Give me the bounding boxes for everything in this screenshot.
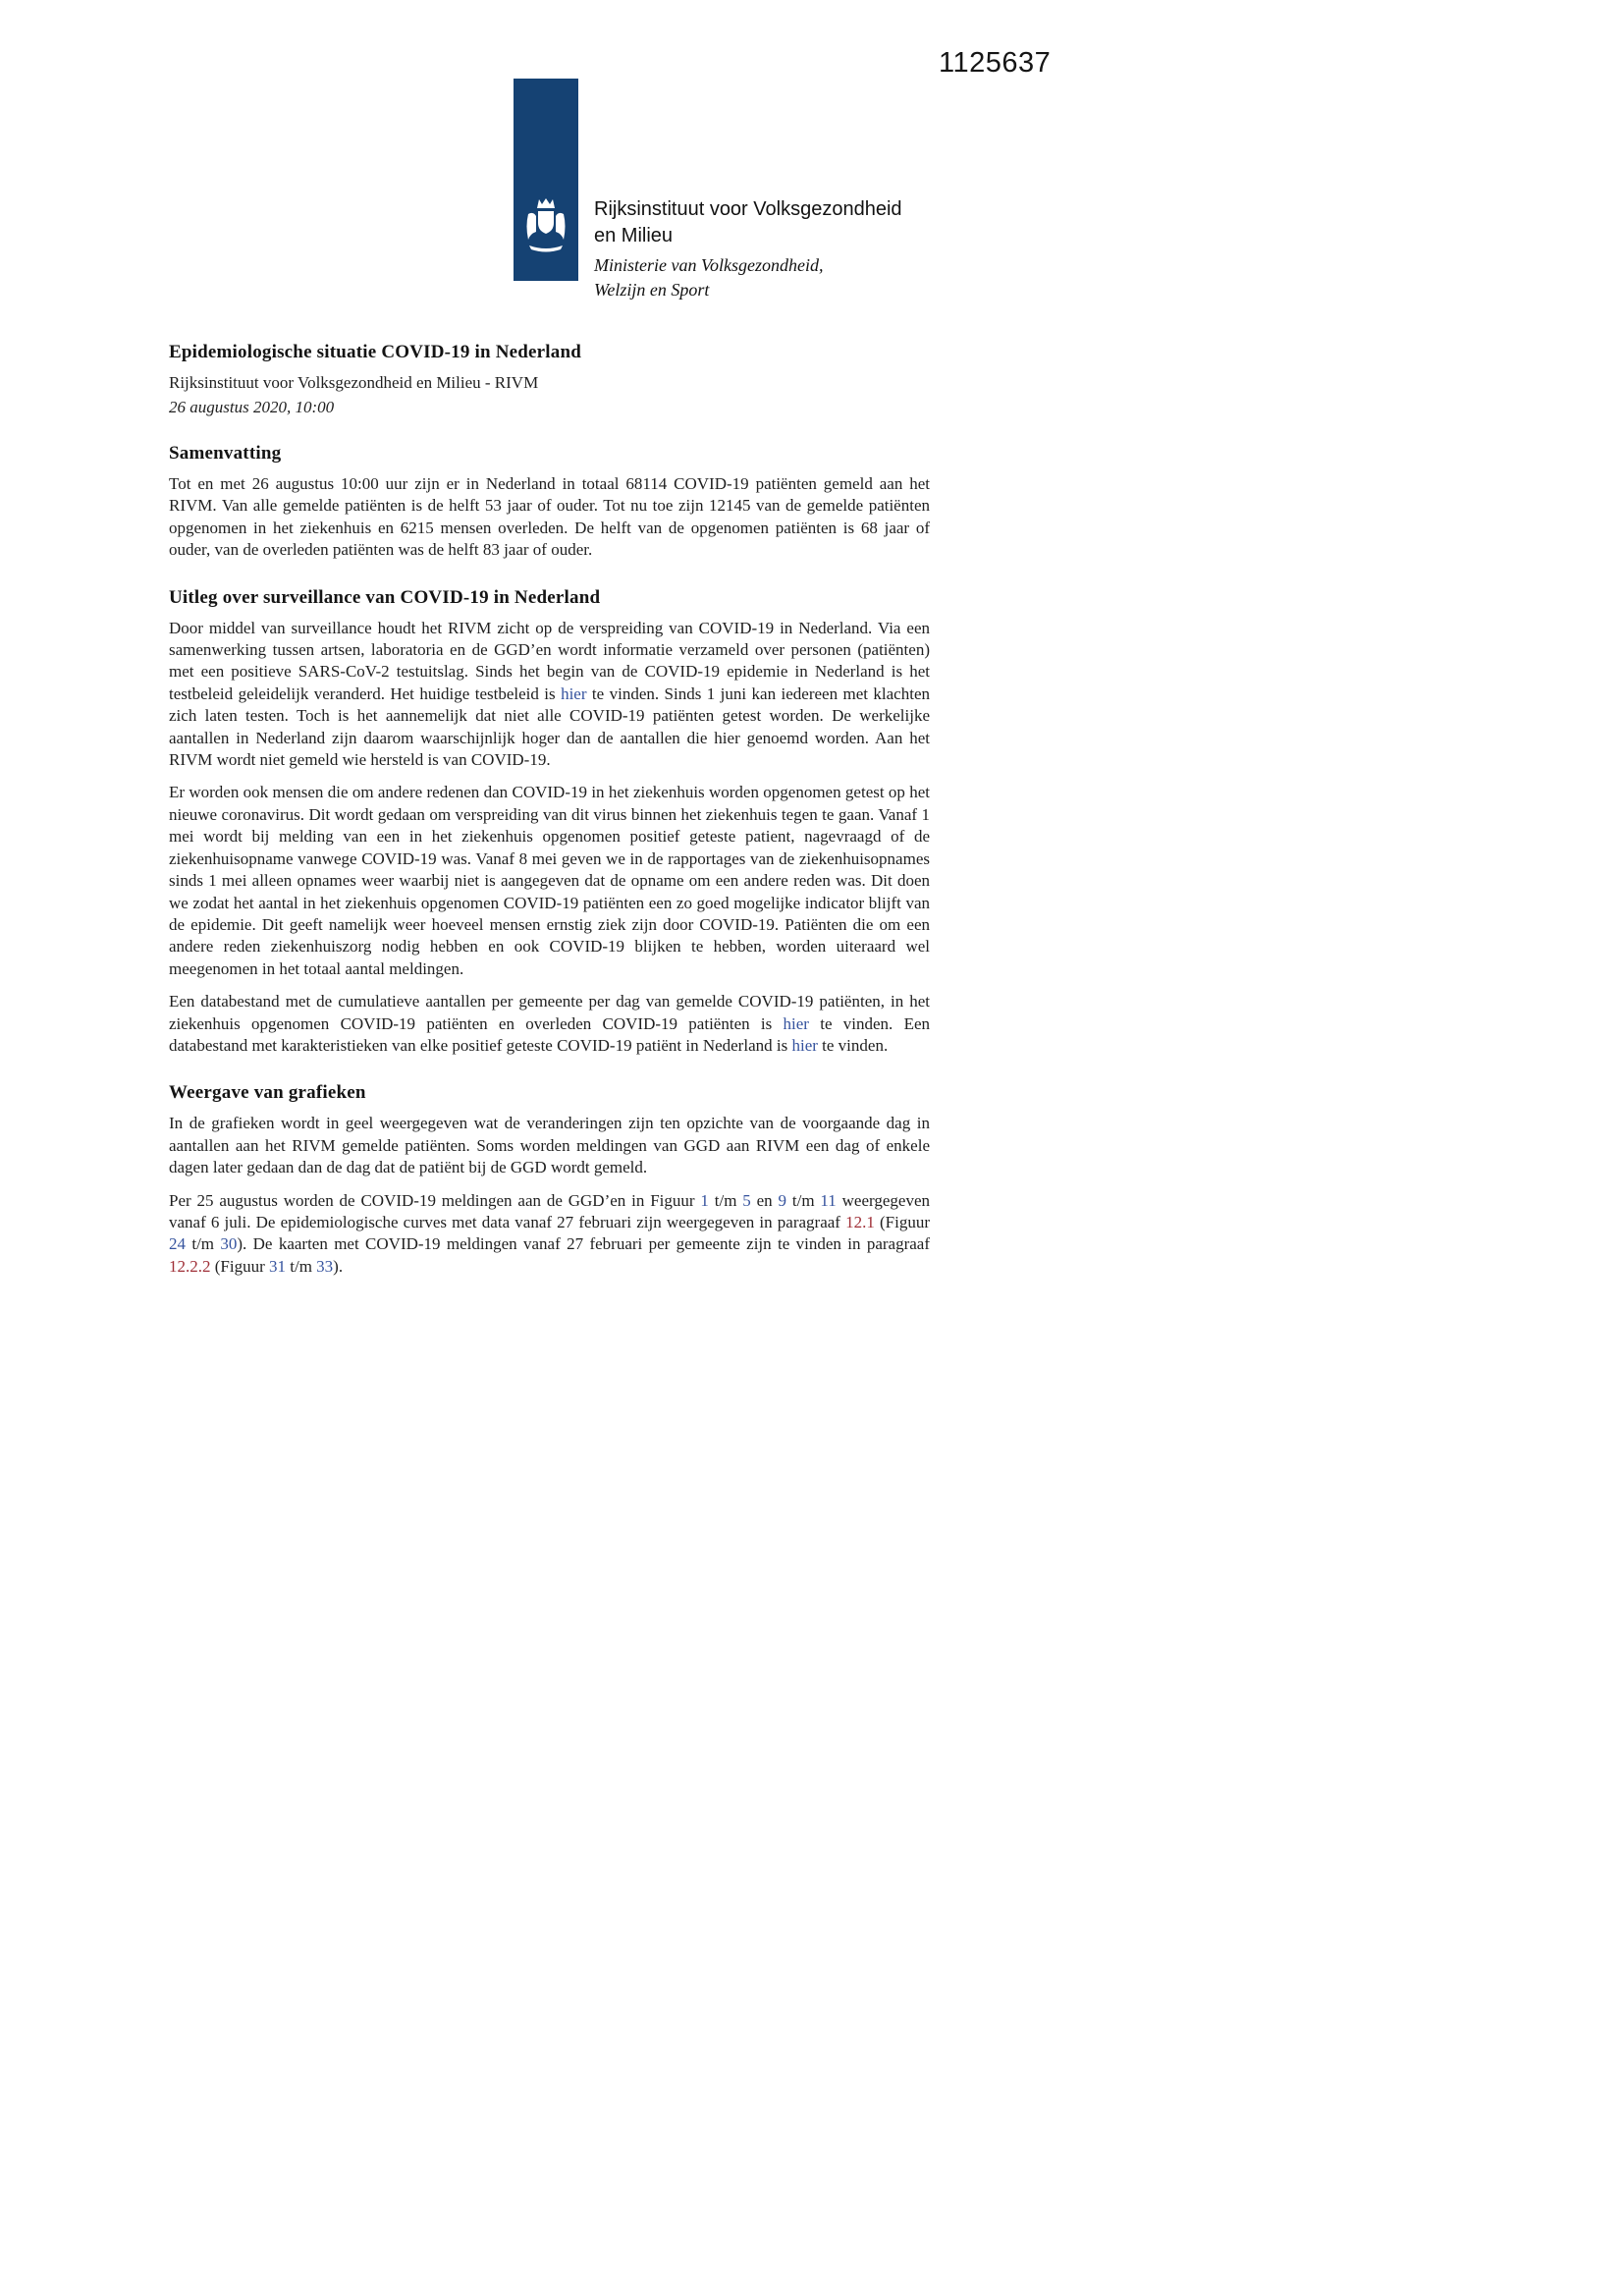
section-heading-uitleg-surveillance: Uitleg over surveillance van COVID-19 in Nederland — [169, 586, 601, 608]
databestand-gemeente-link[interactable]: hier — [783, 1013, 809, 1033]
uitleg-paragraph-2: Er worden ook mensen die om andere redenen dan COVID-19 in het ziekenhuis worden opgenomen getest op het nieuwe coronavirus. Dit wordt gedaan om verspreiding van dit virus binnen het ziekenhuis tegen te gaan. Vanaf 1 mei wordt bij melding van een in het ziekenhuis opgenomen positief geteste patient, nagevraagd of de ziekenhuisopname vanwege COVID-19 was. Vanaf 8 mei geven we in de rapportages van de ziekenhuisopnames sinds 1 mei alleen opnames weer waarbij niet is aangegeven dat de opname om een andere reden was. Dit doen we zodat het aantal in het ziekenhuis opgenomen COVID-19 patiënten een zo goed mogelijke indicator blijft van de epidemie. Dit geeft namelijk weer hoeveel mensen ernstig ziek zijn door COVID-19. Patiënten die om een andere reden ziekenhuiszorg nodig hebben en ook COVID-19 blijken te hebben, worden uiteraard wel meegenomen in het totaal aantal meldingen. — [169, 783, 930, 978]
section-heading-samenvatting: Samenvatting — [169, 443, 282, 464]
uitleg-paragraph-3: Een databestand met de cumulatieve aantallen per gemeente per dag van gemelde COVID-19 patiënten, in het ziekenhuis opgenomen COVID-19 patiënten en overleden COVID-19 patiënten is hier te vinden. Een databestand met karakteristieken van elke positief geteste COVID-19 patiënt in Nederland is hier te vinden. — [169, 992, 931, 1055]
figure-24-ref[interactable]: 24 — [169, 1234, 186, 1254]
figure-11-ref[interactable]: 11 — [820, 1190, 837, 1210]
databestand-casus-link[interactable]: hier — [791, 1035, 818, 1055]
figure-31-ref[interactable]: 31 — [269, 1256, 286, 1276]
rijksoverheid-crest-icon — [525, 196, 567, 253]
document-title: Epidemiologische situatie COVID-19 in Nederland — [169, 342, 582, 362]
weergave-paragraph-1: In de grafieken wordt in geel weergegeven wat de veranderingen zijn ten opzichte van de voorgaande dag in aantallen aan het RIVM gemelde patiënten. Soms worden meldingen van GGD aan RIVM een dag of enkele dagen later gedaan dan de dag dat de patiënt bij de GGD wordt gemeld. — [169, 1114, 930, 1177]
uitleg-paragraph-1: Door middel van surveillance houdt het RIVM zicht op de verspreiding van COVID-19 in Nederland. Via een samenwerking tussen artsen, laboratoria en de GGD’en wordt informatie verzameld over personen (patiënten) met een positieve SARS-CoV-2 testuitslag. Sinds het begin van de COVID-19 epidemie in Nederland is het testbeleid geleidelijk veranderd. Het huidige testbeleid is hier te vinden. Sinds 1 juni kan iedereen met klachten zich laten testen. Toch is het aannemelijk dat niet alle COVID-19 patiënten getest worden. De werkelijke aantallen in Nederland zijn daarom waarschijnlijk hoger dan de aantallen die hier genoemd worden. Aan het RIVM wordt niet gemeld wie hersteld is van COVID-19. — [169, 618, 930, 770]
paragraaf-12-2-2-ref[interactable]: 12.2.2 — [169, 1256, 211, 1276]
testbeleid-link[interactable]: hier — [561, 683, 587, 703]
figure-1-ref[interactable]: 1 — [700, 1190, 709, 1210]
logo-text — [594, 196, 902, 302]
figure-30-ref[interactable]: 30 — [220, 1234, 238, 1254]
document-datetime: 26 augustus 2020, 10:00 — [169, 398, 335, 416]
weergave-paragraph-2: Per 25 augustus worden de COVID-19 meldingen aan de GGD’en in Figuur 1 t/m 5 en 9 t/m 11 weergegeven vanaf 6 juli. De epidemiologische curves met data vanaf 27 februari zijn weergegeven in paragraaf 12.1 (Figuur 24 t/m 30). De kaarten met COVID-19 meldingen vanaf 27 februari per gemeente zijn te vinden in paragraaf 12.2.2 (Figuur 31 t/m 33). — [169, 1190, 930, 1276]
logo-org-name-line2: en Milieu — [594, 225, 674, 246]
paragraaf-12-1-ref[interactable]: 12.1 — [845, 1212, 875, 1231]
document-content — [169, 342, 930, 1288]
logo-ministry-line2: Welzijn en Sport — [594, 280, 710, 300]
logo-ribbon — [514, 79, 578, 281]
logo-ministry-line1: Ministerie van Volksgezondheid, — [594, 255, 824, 275]
samenvatting-paragraph: Tot en met 26 augustus 10:00 uur zijn er in Nederland in totaal 68114 COVID-19 patiënten gemeld aan het RIVM. Van alle gemelde patiënten is de helft 53 jaar of ouder. Tot nu toe zijn 12145 van de gemelde patiënten opgenomen in het ziekenhuis en 6215 mensen overleden. De helft van de opgenomen patiënten is 68 jaar of ouder, van de overleden patiënten was de helft 83 jaar of ouder. — [169, 474, 930, 560]
figure-9-ref[interactable]: 9 — [778, 1190, 787, 1210]
figure-5-ref[interactable]: 5 — [742, 1190, 751, 1210]
logo-org-name-line1: Rijksinstituut voor Volksgezondheid — [594, 198, 902, 220]
document-organisation: Rijksinstituut voor Volksgezondheid en Milieu - RIVM — [169, 373, 539, 392]
document-number: 1125637 — [939, 47, 1052, 79]
section-heading-weergave-grafieken: Weergave van grafieken — [169, 1082, 366, 1104]
figure-33-ref[interactable]: 33 — [316, 1256, 334, 1276]
